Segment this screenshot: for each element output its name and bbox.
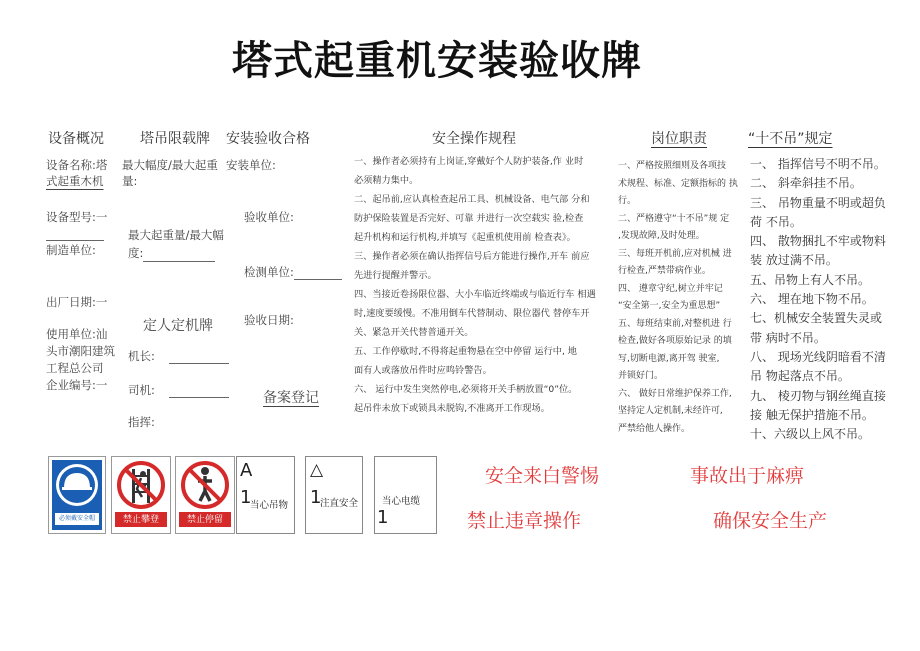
safety-line: 五、工作停歇时,不得将起重物悬在空中停留 运行中, 地 (354, 346, 577, 357)
ten-line: 十、六级以上风不吊。 (750, 427, 871, 442)
box2-num: 1 (310, 487, 322, 508)
ten-line: 六、 埋在地下物不吊。 (750, 292, 874, 307)
check-unit: 验收单位: (244, 210, 294, 224)
header-overview: 设备概况 (48, 131, 104, 147)
commander-row: 指挥: (128, 415, 155, 429)
safety-line: 防护保险装置是否完好、可靠 并进行一次空载实 验,检查 (354, 213, 584, 224)
slogan-2: 事故出于麻痹 (690, 465, 805, 487)
helmet-label: 必须戴安全帽 (58, 515, 95, 522)
warning-box-safety (305, 456, 363, 534)
ten-line: 荷 不吊。 (750, 214, 802, 229)
helmet-sign (48, 456, 106, 534)
header-accept: 安装验收合格 (226, 131, 310, 147)
no-climb-label: 禁止攀登 (122, 515, 159, 525)
no-stay-label: 禁止停留 (186, 515, 223, 525)
fixed-title: 定人定机牌 (143, 318, 213, 334)
duty-line: 检查,做好各项原始记录 的填 (618, 336, 732, 346)
overview-user: 使用单位:汕 头市潮阳建筑 工程总公司 企业编号:一 (46, 327, 115, 392)
duty-line: 坚持定人定机制,未经许可, (618, 406, 723, 416)
duty-line: 四、 遵章守纪,树立并牢记 (618, 283, 723, 294)
safety-line: 先进行提醒并警示。 (354, 270, 437, 281)
limit-line1: 最大幅度/最大起重 量: (122, 158, 218, 188)
install-unit: 安装单位: (226, 158, 276, 172)
no-stay-sign (175, 456, 235, 534)
slogan-4: 确保安全生产 (713, 510, 828, 532)
overview-date: 出厂日期:一 (46, 295, 108, 309)
duty-line: 并锁好门。 (618, 371, 664, 381)
duty-line: 严禁给他人操作。 (618, 423, 691, 434)
safety-line: 起吊件未放下或锁具未脱钩,不准离开工作现场。 (354, 403, 550, 414)
safety-line: 三、操作者必须在确认指挥信号后方能进行操作,开车 前应 (354, 251, 590, 262)
driver-row: 司机: (128, 382, 229, 398)
duty-line: ,发现故障,及时处理。 (618, 231, 705, 241)
warning-box-cable (374, 456, 437, 534)
duty-line: 二、严格遵守“十不吊”规 定 (618, 213, 730, 224)
safety-line: 时,速度要缓慢。不准用倒车代替制动、限位器代 替停车开 (354, 308, 590, 319)
box1-text: 当心吊物 (250, 500, 289, 511)
header-safety: 安全操作规程 (432, 131, 516, 147)
overview-model: 设备型号:一 (46, 209, 116, 241)
header-limit: 塔吊限载牌 (140, 131, 210, 147)
record-label: 备案登记 (263, 390, 319, 406)
slogan-3: 禁止违章操作 (467, 510, 582, 532)
ten-line: 三、 吊物重量不明或超负 (750, 195, 886, 210)
captain-row: 机长: (128, 348, 229, 364)
safety-line: 必须精力集中。 (354, 175, 419, 186)
duty-line: 行检查,严禁带病作业。 (618, 266, 711, 276)
ten-line: 装 放过满不吊。 (750, 253, 838, 268)
warning-box-lift (236, 456, 295, 534)
safety-line: 四、当接近卷扬限位器、大小车临近终端或与临近行车 相遇 (354, 289, 596, 300)
safety-line: 二、起吊前,应认真检查起吊工具、机械设备、电气部 分和 (354, 194, 590, 205)
ten-line: 五、吊物上有人不吊。 (750, 272, 871, 287)
ten-line: 带 病时不吊。 (750, 330, 826, 345)
overview-name: 设备名称:塔 式起重木机 (46, 158, 108, 188)
box3-text: 当心电缆 (382, 496, 421, 507)
safety-line: 起升机构和运行机构,并填写《起重机使用前 检查表》。 (354, 232, 576, 243)
ten-line: 二、 斜牵斜挂不吊。 (750, 176, 862, 191)
box3-num: 1 (377, 507, 389, 528)
check-date: 验收日期: (244, 313, 294, 327)
ten-line: 七、机械安全装置失灵或 (750, 311, 883, 326)
slogan-1: 安全来白警惕 (485, 465, 600, 487)
duty-line: 一、严格按照细则及各项技 (618, 161, 727, 171)
ten-line: 接 触无保护措施不吊。 (750, 407, 874, 422)
duty-line: 五、每班结束前,对整机进 行 (618, 318, 732, 329)
test-unit: 检测单位: (244, 264, 342, 280)
overview-maker: 制造单位: (46, 243, 96, 257)
ten-line: 九、 棱刃物与钢丝绳直接 (750, 388, 886, 403)
header-duty: 岗位职责 (651, 131, 707, 147)
box2-top: △ (310, 460, 324, 480)
box2-text: 注直安全 (320, 498, 359, 509)
duty-list (618, 158, 744, 438)
safety-rules (354, 152, 606, 418)
safety-line: 关、紧急开关代替普通开关。 (354, 327, 474, 338)
no-climb-sign (111, 456, 171, 534)
ten-line: 吊 物起落点不吊。 (750, 369, 850, 384)
duty-line: 六、 做好日常维护保养工作, (618, 388, 732, 399)
safety-line: 六、 运行中发生突然停电,必须将开关手柄放置“0”位。 (354, 384, 578, 395)
duty-line: “安全第一,安全为重思想” (618, 301, 721, 311)
box1-num: 1 (240, 487, 252, 508)
limit-line2: 最大起重量/最大幅 度: (128, 228, 224, 260)
box1-top: A (240, 460, 253, 481)
ten-line: 一、 指挥信号不明不吊。 (750, 157, 886, 171)
page-title: 塔式起重机安装验收牌 (232, 38, 642, 84)
safety-line: 一、操作者必须持有上岗证,穿戴好个人防护装备,作 业时 (354, 156, 584, 167)
duty-line: 写,切断电源,离开驾 驶室, (618, 353, 720, 364)
ten-line: 八、 现场光线阴暗看不清 (750, 349, 886, 364)
duty-line: 三、每班开机前,应对机械 进 (618, 248, 732, 259)
header-ten: “十不吊”规定 (748, 131, 833, 147)
duty-line: 行。 (618, 196, 637, 206)
ten-rules (750, 155, 910, 444)
ten-line: 四、 散物捆扎不牢或物料 (750, 234, 886, 249)
duty-line: 术规程、标准、定额指标的 执 (618, 178, 738, 189)
safety-line: 面有人或落放吊件时应鸣铃警告。 (354, 365, 492, 376)
